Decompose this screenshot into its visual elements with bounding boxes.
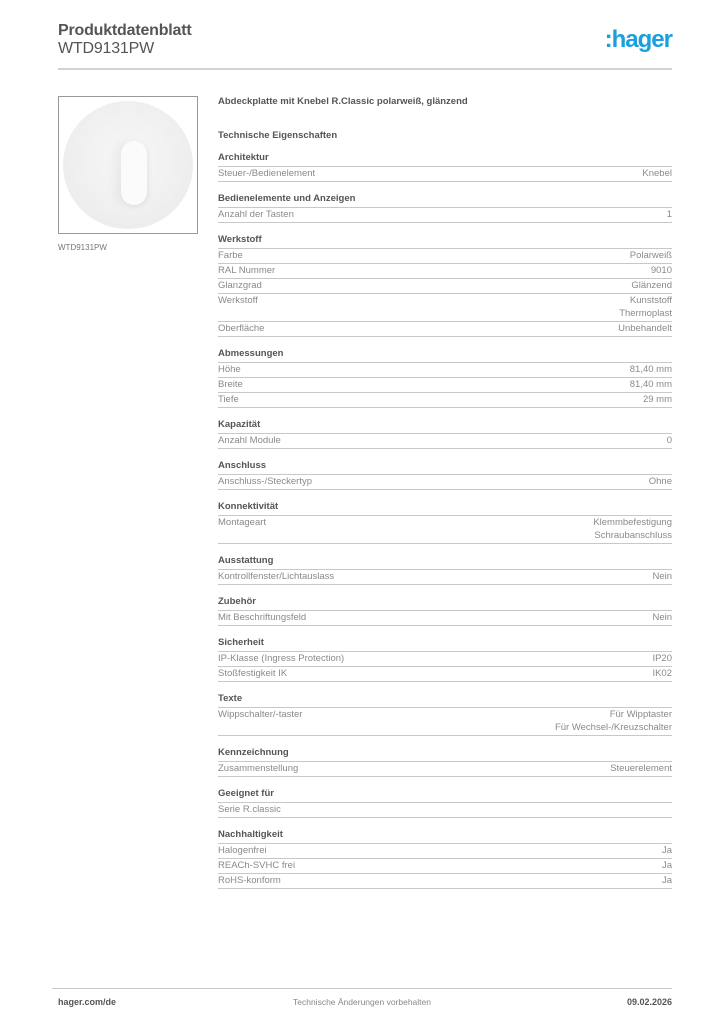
spec-value: [630, 378, 672, 391]
section-title: Bedienelemente und Anzeigen: [218, 193, 672, 208]
spec-row: [218, 322, 672, 337]
section-title: Kapazität: [218, 419, 672, 434]
header-divider: [58, 68, 672, 70]
spec-value-line: Ja: [661, 875, 672, 886]
spec-section: [218, 348, 672, 408]
spec-value-line: Ja: [661, 860, 672, 871]
spec-value-line: 0: [666, 435, 672, 446]
spec-value-line: Polarweiß: [629, 250, 672, 261]
spec-value: [630, 249, 672, 262]
spec-value-line: 81,40 mm: [629, 364, 672, 375]
spec-value: [667, 208, 672, 221]
spec-label: Tiefe: [218, 394, 239, 405]
spec-value-line: Für Wechsel-/Kreuzschalter: [554, 722, 672, 733]
spec-label: RAL Nummer: [218, 265, 276, 276]
spec-label: REACh-SVHC frei: [218, 860, 296, 871]
section-title: Sicherheit: [218, 637, 672, 652]
spec-value: [618, 322, 672, 335]
spec-value-line: Glänzend: [631, 280, 672, 291]
spec-row: [218, 611, 672, 626]
section-title: Nachhaltigkeit: [218, 829, 672, 844]
spec-row: [218, 667, 672, 682]
spec-row: [218, 294, 672, 322]
spec-value: [619, 294, 672, 320]
spec-label: Montageart: [218, 517, 267, 528]
product-description: Abdeckplatte mit Knebel R.Classic polarweiß, glänzend: [218, 96, 468, 107]
spec-value: [610, 762, 672, 775]
footer-website[interactable]: hager.com/de: [58, 997, 117, 1007]
spec-value: [593, 516, 672, 542]
spec-section: [218, 193, 672, 223]
spec-value-line: Klemmbefestigung: [593, 517, 672, 528]
spec-row: [218, 167, 672, 182]
spec-value-line: Ja: [661, 845, 672, 856]
spec-value: [643, 393, 672, 406]
spec-row: [218, 475, 672, 490]
cover-plate-disc: [63, 101, 193, 229]
spec-row: [218, 803, 672, 818]
section-title: Zubehör: [218, 596, 672, 611]
section-title: Abmessungen: [218, 348, 672, 363]
spec-value-line: Knebel: [642, 168, 672, 179]
spec-section: [218, 788, 672, 818]
section-title: Werkstoff: [218, 234, 672, 249]
spec-value: [662, 874, 672, 887]
spec-section: [218, 637, 672, 682]
spec-value: [631, 279, 672, 292]
spec-label: Wippschalter/-taster: [218, 709, 303, 720]
spec-label: Zusammenstellung: [218, 763, 299, 774]
spec-row: [218, 249, 672, 264]
spec-value: [652, 570, 672, 583]
spec-section: [218, 596, 672, 626]
spec-label: RoHS-konform: [218, 875, 281, 886]
spec-value-line: Schraubanschluss: [594, 530, 672, 541]
spec-row: [218, 859, 672, 874]
spec-row: [218, 264, 672, 279]
spec-value: [662, 844, 672, 857]
spec-value-line: IP20: [652, 653, 672, 664]
spec-row: [218, 363, 672, 378]
spec-value: [667, 434, 672, 447]
spec-label: Stoßfestigkeit IK: [218, 668, 288, 679]
spec-label: Serie R.classic: [218, 804, 281, 815]
spec-label: Kontrollfenster/Lichtauslass: [218, 571, 335, 582]
spec-label: IP-Klasse (Ingress Protection): [218, 653, 345, 664]
spec-label: Höhe: [218, 364, 241, 375]
section-title: Ausstattung: [218, 555, 672, 570]
spec-row: [218, 434, 672, 449]
section-title: Anschluss: [218, 460, 672, 475]
footer-divider: [52, 988, 672, 989]
spec-value: [630, 363, 672, 376]
spec-section: [218, 693, 672, 736]
spec-value: [652, 611, 672, 624]
spec-value-line: 9010: [650, 265, 672, 276]
product-image: [58, 96, 198, 234]
spec-value-line: Steuerelement: [610, 763, 672, 774]
spec-value: [652, 667, 672, 680]
spec-value: [649, 475, 672, 488]
spec-row: [218, 762, 672, 777]
spec-value-line: 1: [666, 209, 672, 220]
spec-sections: [218, 152, 672, 889]
spec-value-line: Nein: [652, 571, 672, 582]
spec-row: [218, 844, 672, 859]
spec-value: [642, 167, 672, 180]
spec-label: Glanzgrad: [218, 280, 262, 291]
spec-label: Steuer-/Bedienelement: [218, 168, 316, 179]
spec-value-line: Kunststoff: [629, 295, 672, 306]
spec-section: [218, 152, 672, 182]
spec-section: [218, 460, 672, 490]
spec-value: [555, 708, 672, 734]
spec-value-line: Unbehandelt: [618, 323, 672, 334]
spec-value: [651, 264, 672, 277]
spec-value-line: IK02: [652, 668, 672, 679]
section-title: Konnektivität: [218, 501, 672, 516]
section-title: Texte: [218, 693, 672, 708]
spec-section: [218, 829, 672, 889]
spec-row: [218, 279, 672, 294]
spec-label: Anzahl der Tasten: [218, 209, 294, 220]
spec-value-line: 81,40 mm: [629, 379, 672, 390]
spec-label: Halogenfrei: [218, 845, 267, 856]
technical-properties-heading: Technische Eigenschaften: [218, 130, 338, 141]
spec-label: Oberfläche: [218, 323, 265, 334]
spec-value-line: Nein: [652, 612, 672, 623]
spec-label: Anzahl Module: [218, 435, 281, 446]
document-title: Produktdatenblatt: [58, 22, 192, 39]
spec-section: [218, 419, 672, 449]
rotary-knob: [121, 141, 147, 205]
spec-section: [218, 501, 672, 544]
spec-content: [218, 96, 672, 900]
footer-date: 09.02.2026: [626, 997, 672, 1007]
spec-label: Werkstoff: [218, 295, 258, 306]
spec-section: [218, 747, 672, 777]
spec-row: [218, 516, 672, 544]
spec-value-line: Ohne: [648, 476, 672, 487]
spec-value: [652, 652, 672, 665]
spec-row: [218, 378, 672, 393]
section-title: Geeignet für: [218, 788, 672, 803]
product-code: WTD9131PW: [58, 40, 154, 57]
product-image-caption: WTD9131PW: [58, 243, 107, 252]
spec-row: [218, 874, 672, 889]
spec-section: [218, 555, 672, 585]
page-header: [58, 22, 672, 70]
spec-row: [218, 652, 672, 667]
spec-row: [218, 570, 672, 585]
section-title: Kennzeichnung: [218, 747, 672, 762]
spec-section: [218, 234, 672, 337]
footer-disclaimer: Technische Änderungen vorbehalten: [293, 997, 431, 1007]
spec-label: Mit Beschriftungsfeld: [218, 612, 307, 623]
spec-row: [218, 208, 672, 223]
hager-logo: :hager: [604, 26, 672, 53]
section-title: Architektur: [218, 152, 672, 167]
spec-label: Farbe: [218, 250, 243, 261]
spec-value-line: Thermoplast: [619, 308, 672, 319]
spec-value: [662, 859, 672, 872]
spec-label: Anschluss-/Steckertyp: [218, 476, 312, 487]
spec-value-line: 29 mm: [642, 394, 672, 405]
spec-label: Breite: [218, 379, 243, 390]
spec-value-line: Für Wipptaster: [609, 709, 672, 720]
spec-row: [218, 393, 672, 408]
spec-row: [218, 708, 672, 736]
